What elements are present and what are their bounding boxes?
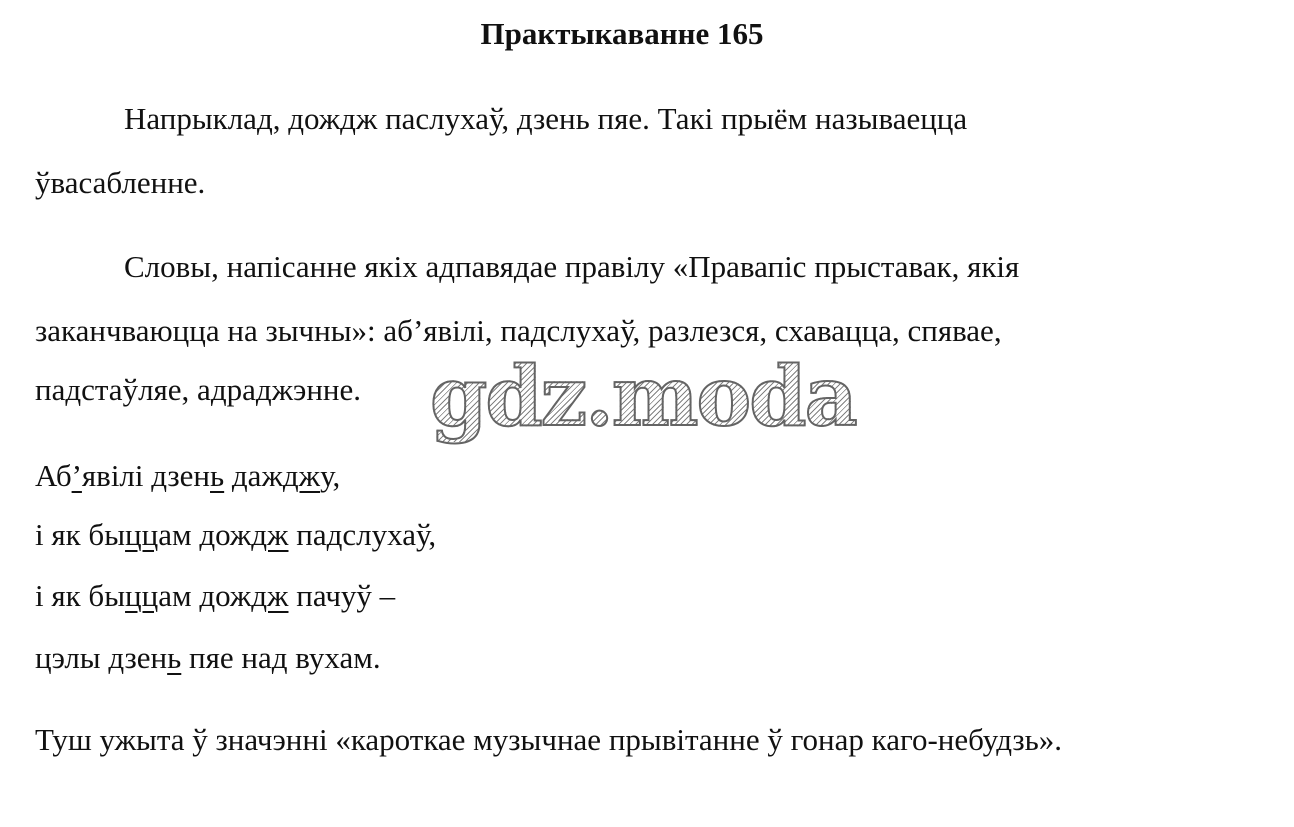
underlined-letter: дж (251, 517, 289, 552)
underlined-letter: ь (167, 640, 182, 675)
underlined-letter: ь (210, 458, 225, 493)
paragraph-2-line-1: Словы, напісанне якіх адпавядае правілу «Правапіс прыставак, якія (124, 249, 1020, 284)
poem-line-2 (35, 515, 436, 555)
underlined-letter: ’ (71, 458, 82, 493)
underlined-letter: дж (251, 578, 289, 613)
paragraph-1-line-2: ўвасабленне. (35, 165, 206, 200)
poem-text: па (288, 517, 327, 552)
poem-text: і як бы (35, 517, 126, 552)
poem-text: слухаў, (342, 517, 437, 552)
underlined-letter: д (271, 640, 288, 675)
poem-text: вухам. (287, 640, 381, 675)
page-title: Практыкаванне 165 (480, 16, 764, 51)
poem-text: явілі дзен (81, 458, 211, 493)
poem-text: ам дож (158, 517, 252, 552)
poem-text: ам дож (158, 578, 252, 613)
underlined-letter: д (326, 517, 343, 552)
underlined-letter: цц (125, 517, 159, 552)
poem-text: і як бы (35, 578, 126, 613)
poem-text: Аб (35, 458, 72, 493)
paragraph-2-line-2: заканчваюцца на зычны»: аб’явілі, падслухаў, разлезся, схавацца, спявае, (35, 313, 1002, 348)
paragraph-2-line-3: падстаўляе, адраджэнне. (35, 372, 362, 407)
poem-text: пачуў – (288, 578, 396, 613)
paragraph-1-line-1: Напрыклад, дождж паслухаў, дзень пяе. Такі прыём называецца (124, 101, 968, 136)
watermark-logo: gdz.moda (430, 349, 856, 445)
conclusion-line: Туш ужыта ў значэнні «кароткае музычнае прывітанне ў гонар каго-небудзь». (35, 722, 1063, 757)
poem-text: даж (224, 458, 283, 493)
poem-text: пяе на (181, 640, 272, 675)
underlined-letter: цц (125, 578, 159, 613)
underlined-letter: дж (282, 458, 321, 493)
poem-line-1 (35, 456, 340, 496)
poem-line-4 (35, 638, 381, 678)
poem-line-3 (35, 576, 395, 616)
poem-text: у, (320, 458, 341, 493)
poem-text: цэлы дзен (35, 640, 168, 675)
